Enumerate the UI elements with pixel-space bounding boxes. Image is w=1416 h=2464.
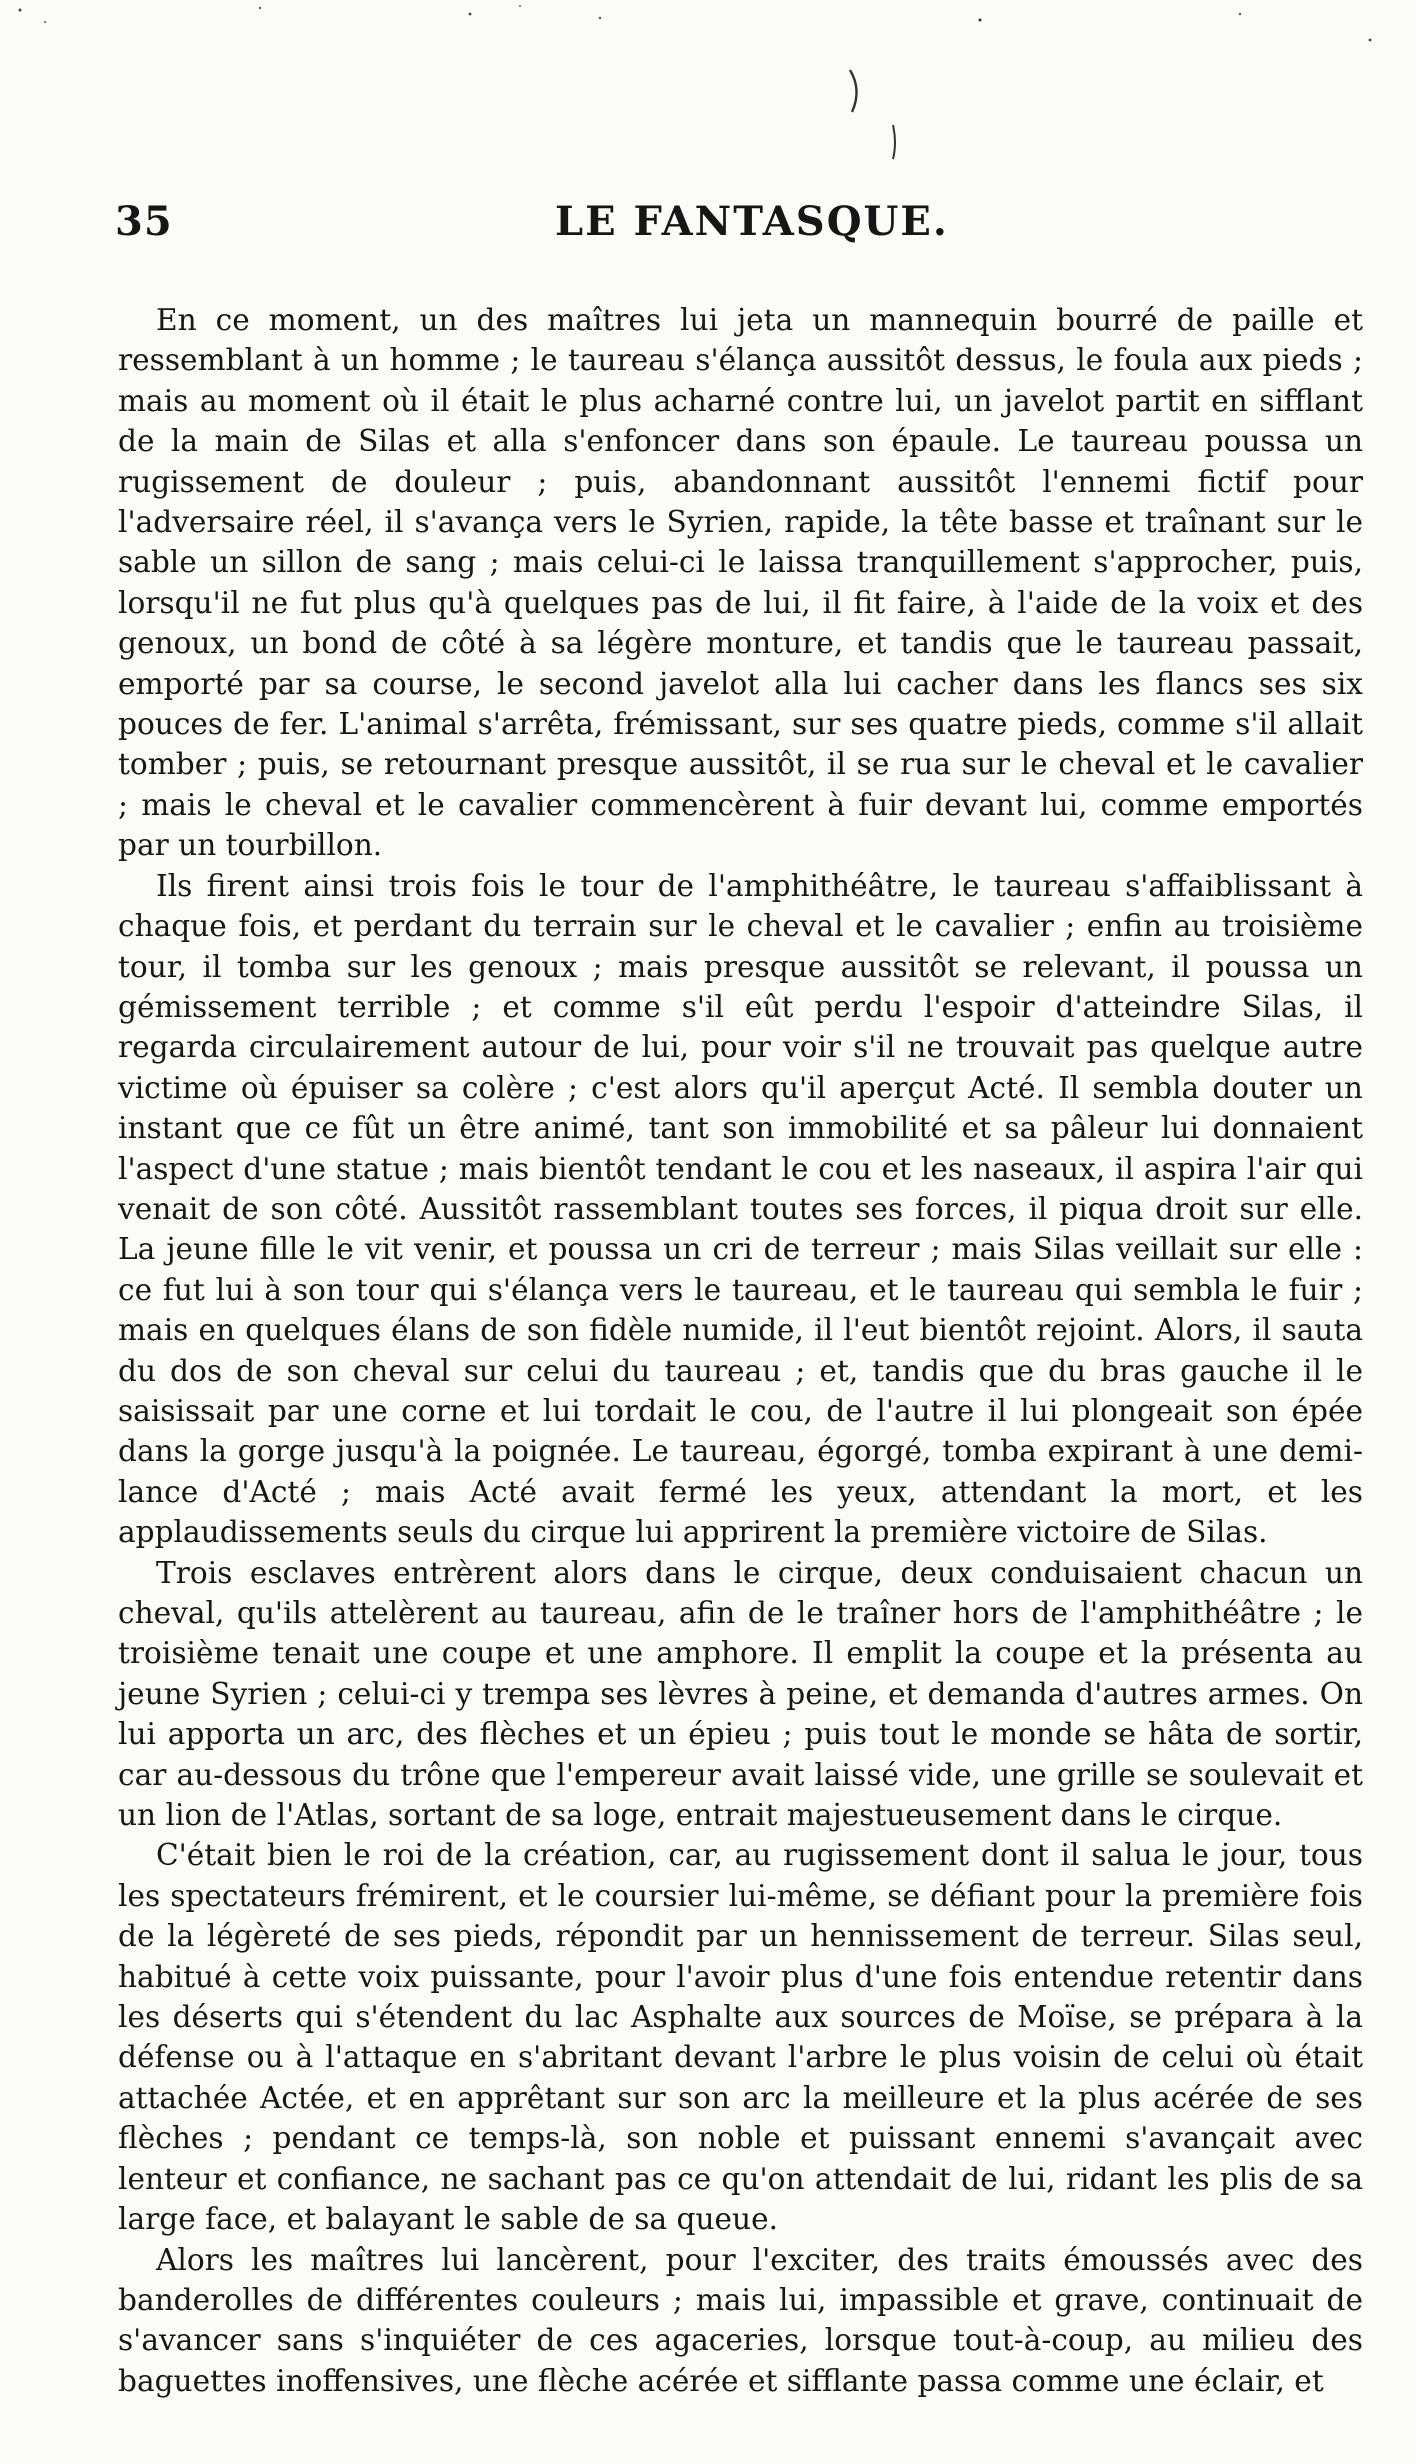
page-specks (0, 0, 1416, 180)
running-title: LE FANTASQUE. (555, 198, 949, 245)
page-number: 35 (115, 198, 173, 245)
page-header (115, 198, 1360, 268)
body-text (118, 300, 1363, 2401)
paragraph-1: En ce moment, un des maîtres lui jeta un mannequin bourré de paille et ressemblant à un homme ; le taureau s'élança aussitôt dessus, le foula aux pieds ; mais au moment où il était le plus acharné contre lui, un javelot partit en sifflant de la main de Silas et alla s'enfoncer dans son épaule. Le taureau poussa un rugissement de douleur ; puis, abandonnant aussitôt l'ennemi fictif pour l'adversaire réel, il s'avança vers le Syrien, rapide, la tête basse et traînant sur le sable un sillon de sang ; mais celui-ci le laissa tranquillement s'approcher, puis, lorsqu'il ne fut plus qu'à quelques pas de lui, il fit faire, à l'aide de la voix et des genoux, un bond de côté à sa légère monture, et tandis que le taureau passait, emporté par sa course, le second javelot alla lui cacher dans les flancs ses six pouces de fer. L'animal s'arrêta, frémissant, sur ses quatre pieds, comme s'il allait tomber ; puis, se retournant presque aussitôt, il se rua sur le cheval et le cavalier ; mais le cheval et le cavalier commencèrent à fuir devant lui, comme emportés par un tourbillon. (118, 303, 1363, 863)
paragraph-2: Ils firent ainsi trois fois le tour de l'amphithéâtre, le taureau s'affaiblissant à chaque fois, et perdant du terrain sur le cheval et le cavalier ; enfin au troisième tour, il tomba sur les genoux ; mais presque aussitôt se relevant, il poussa un gémissement terrible ; et comme s'il eût perdu l'espoir d'atteindre Silas, il regarda circulairement autour de lui, pour voir s'il ne trouvait pas quelque autre victime où épuiser sa colère ; c'est alors qu'il aperçut Acté. Il sembla douter un instant que ce fût un être animé, tant son immobilité et sa pâleur lui donnaient l'aspect d'une statue ; mais bientôt tendant le cou et les naseaux, il aspira l'air qui venait de son côté. Aussitôt rassemblant toutes ses forces, il piqua droit sur elle. La jeune fille le vit venir, et poussa un cri de terreur ; mais Silas veillait sur elle : ce fut lui à son tour qui s'élança vers le taureau, et le taureau qui sembla le fuir ; mais en quelques élans de son fidèle numide, il l'eut bientôt rejoint. Alors, il sauta du dos de son cheval sur celui du taureau ; et, tandis que du bras gauche il le saisissait par une corne et lui tordait le cou, de l'autre il lui plongeait son épée dans la gorge jusqu'à la poignée. Le taureau, égorgé, tomba expirant à une demi-lance d'Acté ; mais Acté avait fermé les yeux, attendant la mort, et les applaudissements seuls du cirque lui apprirent la première victoire de Silas. (118, 868, 1363, 1550)
paragraph-3: Trois esclaves entrèrent alors dans le cirque, deux conduisaient chacun un cheval, qu'ils attelèrent au taureau, afin de le traîner hors de l'amphithéâtre ; le troisième tenait une coupe et une amphore. Il emplit la coupe et la présenta au jeune Syrien ; celui-ci y trempa ses lèvres à peine, et demanda d'autres armes. On lui apporta un arc, des flèches et un épieu ; puis tout le monde se hâta de sortir, car au-dessous du trône que l'empereur avait laissé vide, une grille se soulevait et un lion de l'Atlas, sortant de sa loge, entrait majestueusement dans le cirque. (118, 1555, 1363, 1833)
paragraph-5: Alors les maîtres lui lancèrent, pour l'exciter, des traits émoussés avec des banderolles de différentes couleurs ; mais lui, impassible et grave, continuait de s'avancer sans s'inquiéter de ces agaceries, lorsque tout-à-coup, au milieu des baguettes inoffensives, une flèche acérée et sifflante passa comme une éclair, et (118, 2242, 1363, 2398)
paragraph-4: C'était bien le roi de la création, car, au rugissement dont il salua le jour, tous les spectateurs frémirent, et le coursier lui-même, se défiant pour la première fois de la légèreté de ses pieds, répondit par un hennissement de terreur. Silas seul, habitué à cette voix puissante, pour l'avoir plus d'une fois entendue retentir dans les déserts qui s'étendent du lac Asphalte aux sources de Moïse, se prépara à la défense ou à l'attaque en s'abritant devant l'arbre le plus voisin de celui où était attachée Actée, et en apprêtant sur son arc la meilleure et la plus acérée de ses flèches ; pendant ce temps-là, son noble et puissant ennemi s'avançait avec lenteur et confiance, ne sachant pas ce qu'on attendait de lui, ridant les plis de sa large face, et balayant le sable de sa queue. (118, 1838, 1363, 2237)
